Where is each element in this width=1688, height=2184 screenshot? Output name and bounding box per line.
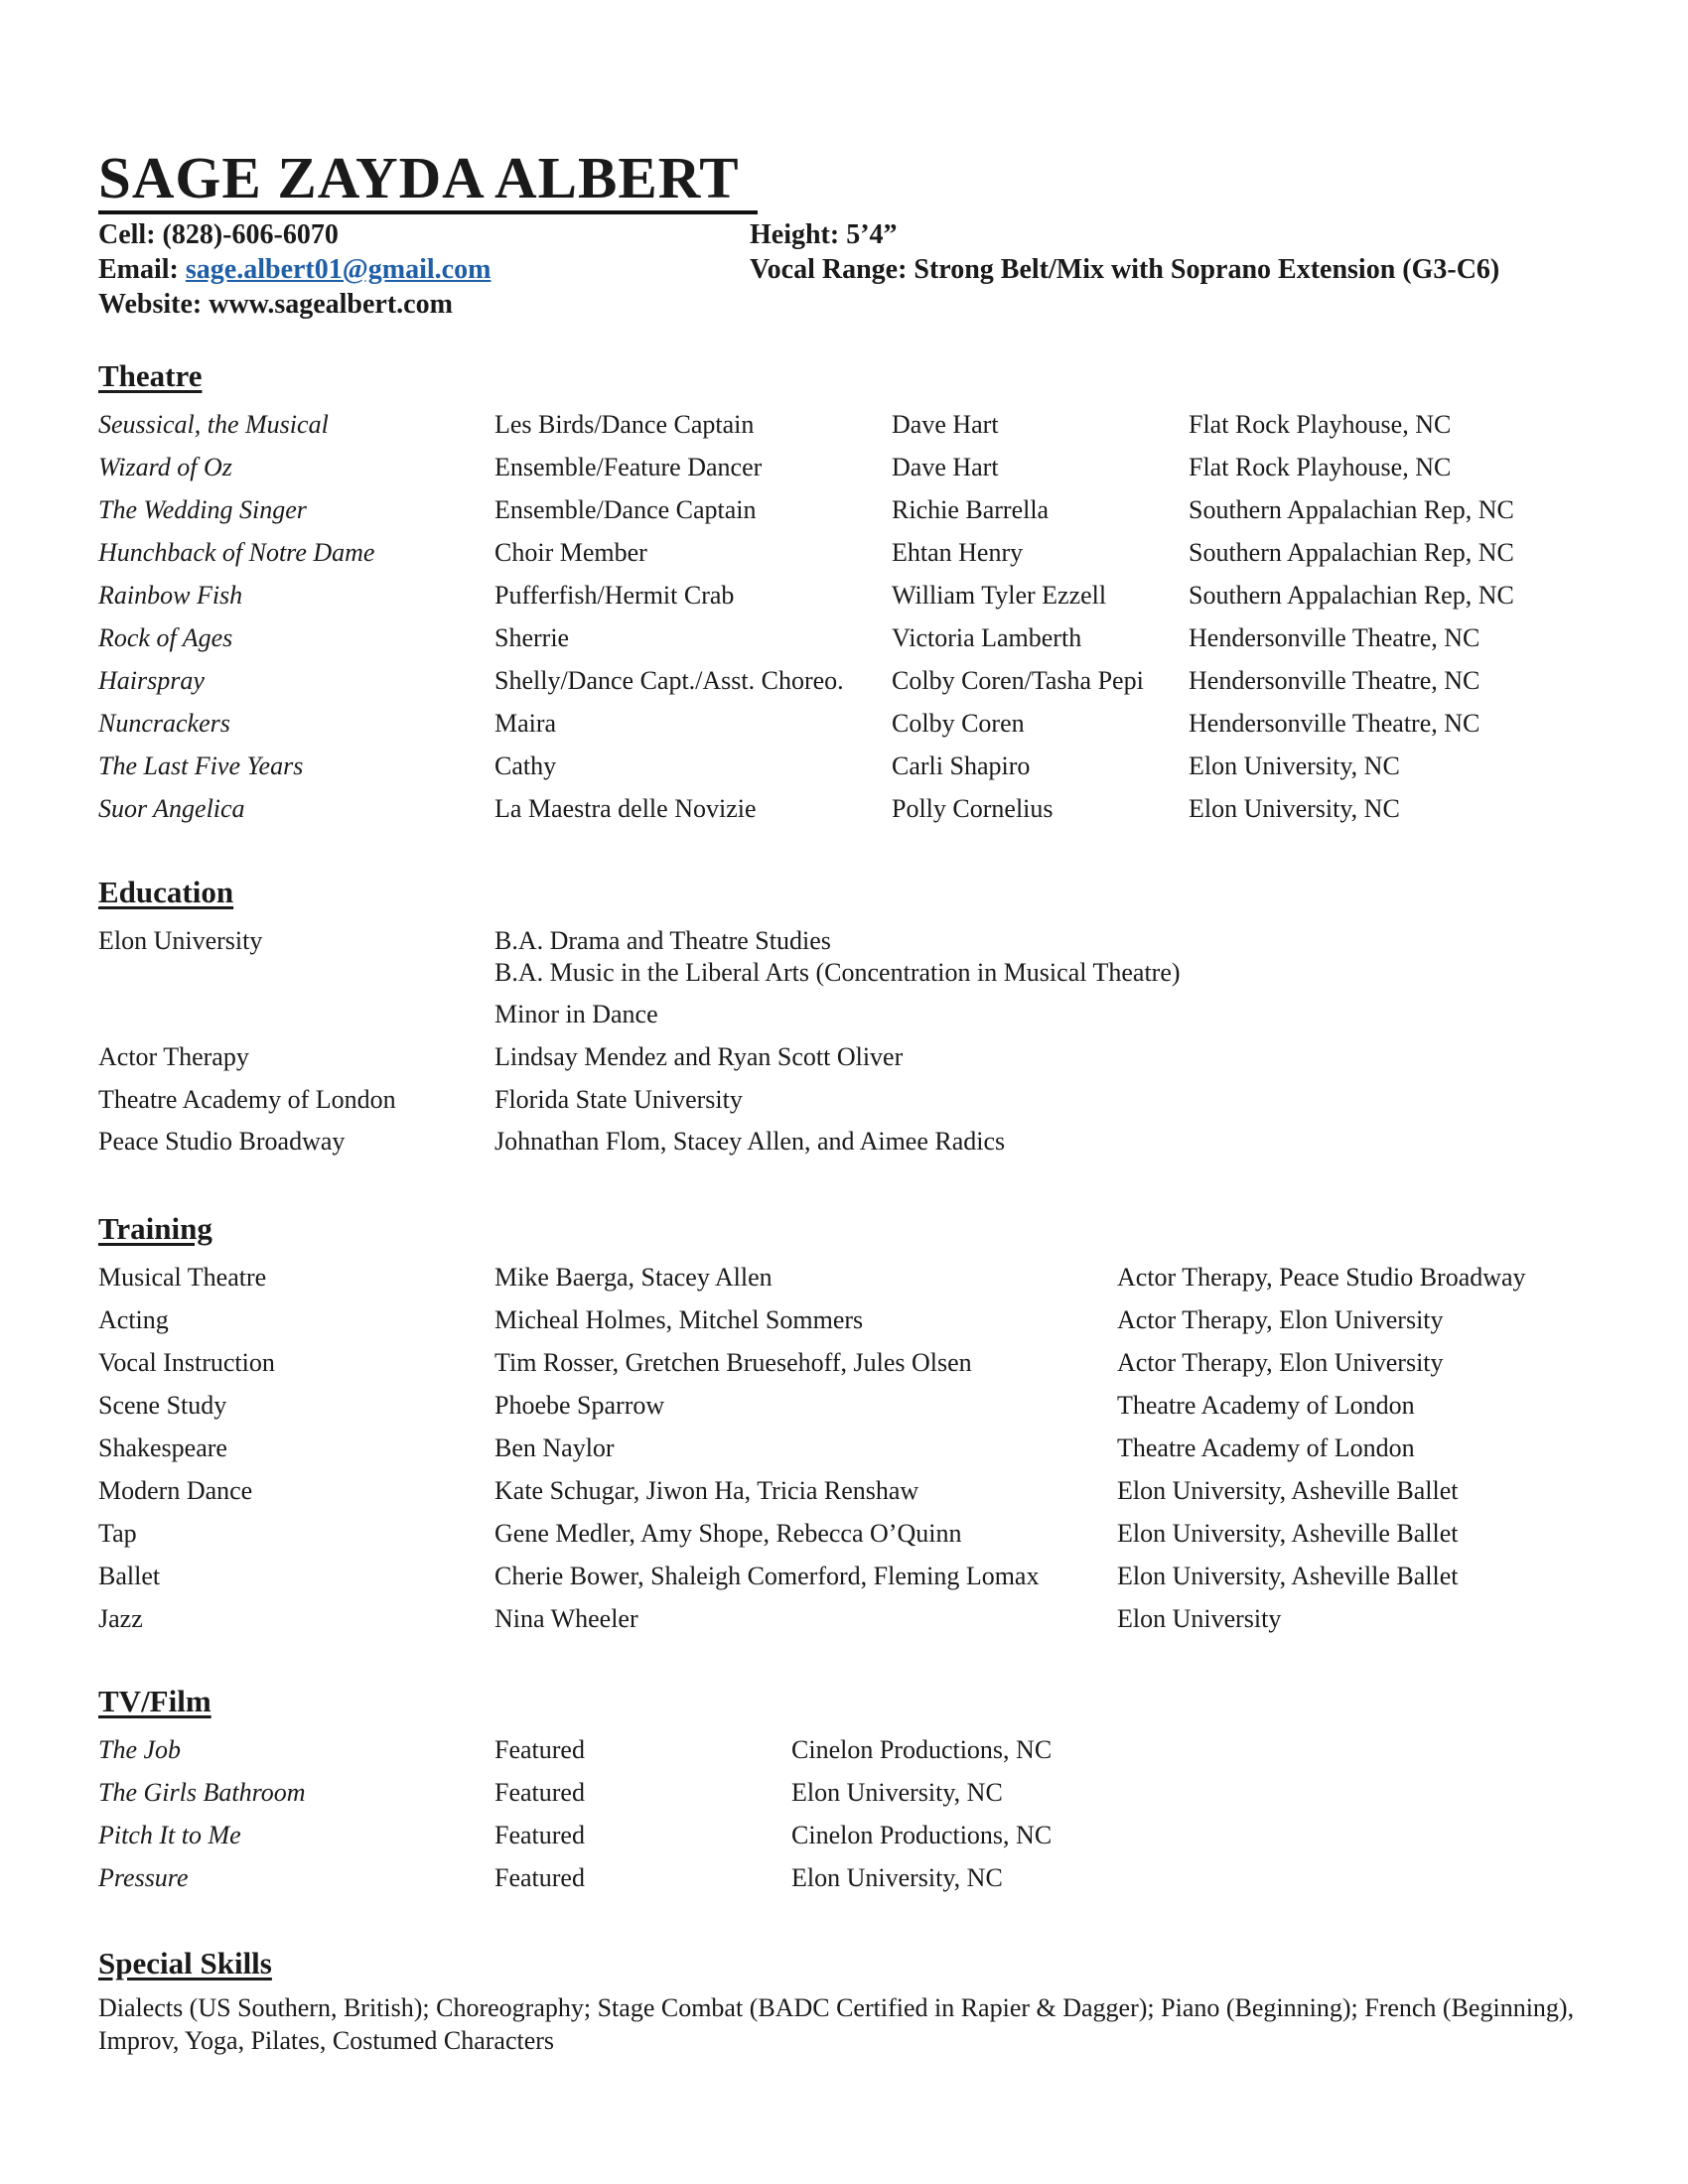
theatre-role: Sherrie: [494, 623, 570, 652]
tvfilm-role: Featured: [494, 1735, 585, 1764]
tvfilm-company: Cinelon Productions, NC: [791, 1821, 1053, 1849]
theatre-director: Ehtan Henry: [892, 538, 1024, 567]
education-school: Theatre Academy of London: [98, 1085, 396, 1114]
tvfilm-company: Elon University, NC: [791, 1863, 1003, 1892]
theatre-director: Colby Coren/Tasha Pepi: [892, 666, 1144, 695]
training-where: Theatre Academy of London: [1117, 1433, 1415, 1462]
training-row: [0, 1598, 1688, 1640]
theatre-row: [0, 703, 1688, 745]
training-teachers: Tim Rosser, Gretchen Bruesehoff, Jules Olsen: [494, 1348, 972, 1377]
education-row: [0, 1079, 1688, 1121]
education-detail: Johnathan Flom, Stacey Allen, and Aimee Radics: [494, 1127, 1006, 1156]
training-skill: Jazz: [98, 1604, 143, 1633]
training-teachers: Micheal Holmes, Mitchel Sommers: [494, 1305, 864, 1334]
theatre-role: Choir Member: [494, 538, 647, 567]
theatre-role: Ensemble/Dance Captain: [494, 495, 757, 524]
theatre-show: The Wedding Singer: [98, 495, 307, 524]
tvfilm-row: [0, 1815, 1688, 1856]
tvfilm-title: Pitch It to Me: [98, 1821, 241, 1849]
theatre-venue: Hendersonville Theatre, NC: [1189, 709, 1480, 738]
tvfilm-row: [0, 1729, 1688, 1771]
theatre-show: Rainbow Fish: [98, 581, 243, 610]
theatre-venue: Flat Rock Playhouse, NC: [1189, 410, 1452, 439]
theatre-show: The Last Five Years: [98, 751, 304, 780]
theatre-role: La Maestra delle Novizie: [494, 794, 757, 823]
training-skill: Musical Theatre: [98, 1263, 267, 1292]
theatre-show: Hairspray: [98, 666, 205, 695]
training-row: [0, 1513, 1688, 1555]
theatre-director: Richie Barrella: [892, 495, 1050, 524]
section-title-special-skills: Special Skills: [98, 1946, 272, 1980]
tvfilm-title: The Girls Bathroom: [98, 1778, 306, 1807]
training-where: Elon University: [1117, 1604, 1282, 1633]
theatre-show: Seussical, the Musical: [98, 410, 329, 439]
tvfilm-title: The Job: [98, 1735, 182, 1764]
training-teachers: Cherie Bower, Shaleigh Comerford, Fleming Lomax: [494, 1562, 1040, 1590]
theatre-director: Victoria Lamberth: [892, 623, 1082, 652]
theatre-role: Pufferfish/Hermit Crab: [494, 581, 735, 610]
theatre-show: Hunchback of Notre Dame: [98, 538, 375, 567]
training-teachers: Ben Naylor: [494, 1433, 615, 1462]
theatre-show: Nuncrackers: [98, 709, 230, 738]
education-detail: Florida State University: [494, 1085, 743, 1114]
theatre-row: [0, 575, 1688, 616]
training-skill: Ballet: [98, 1562, 161, 1590]
theatre-venue: Flat Rock Playhouse, NC: [1189, 453, 1452, 481]
theatre-venue: Elon University, NC: [1189, 794, 1400, 823]
email-label: Email:: [98, 254, 186, 285]
theatre-role: Les Birds/Dance Captain: [494, 410, 755, 439]
education-row: [0, 994, 1688, 1035]
theatre-role: Maira: [494, 709, 557, 738]
section-title-education: Education: [98, 875, 234, 909]
training-row: [0, 1299, 1688, 1341]
theatre-venue: Southern Appalachian Rep, NC: [1189, 495, 1514, 524]
training-teachers: Nina Wheeler: [494, 1604, 638, 1633]
theatre-row: [0, 532, 1688, 574]
education-detail: Lindsay Mendez and Ryan Scott Oliver: [494, 1042, 904, 1071]
website-line: Website: www.sagealbert.com: [98, 289, 453, 320]
email-line: [98, 252, 491, 287]
theatre-role: Shelly/Dance Capt./Asst. Choreo.: [494, 666, 844, 695]
theatre-director: Colby Coren: [892, 709, 1025, 738]
theatre-venue: Hendersonville Theatre, NC: [1189, 623, 1480, 652]
theatre-role: Cathy: [494, 751, 557, 780]
resume-name: SAGE ZAYDA ALBERT: [98, 145, 740, 210]
section-title-tvfilm: TV/Film: [98, 1684, 211, 1718]
theatre-role: Ensemble/Feature Dancer: [494, 453, 763, 481]
theatre-show: Wizard of Oz: [98, 453, 232, 481]
training-where: Actor Therapy, Elon University: [1117, 1348, 1444, 1377]
training-where: Elon University, Asheville Ballet: [1117, 1519, 1459, 1548]
education-school: Actor Therapy: [98, 1042, 249, 1071]
tvfilm-row: [0, 1772, 1688, 1814]
theatre-row: [0, 746, 1688, 787]
education-detail: B.A. Drama and Theatre Studies: [494, 926, 831, 955]
training-where: Actor Therapy, Elon University: [1117, 1305, 1444, 1334]
training-row: [0, 1257, 1688, 1298]
tvfilm-title: Pressure: [98, 1863, 189, 1892]
theatre-venue: Southern Appalachian Rep, NC: [1189, 538, 1514, 567]
training-where: Actor Therapy, Peace Studio Broadway: [1117, 1263, 1526, 1292]
theatre-director: Dave Hart: [892, 453, 999, 481]
name-underline: [98, 210, 758, 214]
education-row: [0, 952, 1688, 994]
education-detail: Minor in Dance: [494, 1000, 658, 1028]
theatre-show: Rock of Ages: [98, 623, 233, 652]
training-teachers: Phoebe Sparrow: [494, 1391, 665, 1420]
theatre-venue: Southern Appalachian Rep, NC: [1189, 581, 1514, 610]
training-skill: Modern Dance: [98, 1476, 253, 1505]
education-school: Peace Studio Broadway: [98, 1127, 346, 1156]
training-teachers: Kate Schugar, Jiwon Ha, Tricia Renshaw: [494, 1476, 919, 1505]
training-row: [0, 1428, 1688, 1469]
theatre-row: [0, 788, 1688, 830]
education-row: [0, 1036, 1688, 1078]
vocal-range-line: Vocal Range: Strong Belt/Mix with Soprano Extension (G3-C6): [750, 254, 1500, 285]
education-school: Elon University: [98, 926, 263, 955]
theatre-show: Suor Angelica: [98, 794, 245, 823]
theatre-director: Dave Hart: [892, 410, 999, 439]
training-row: [0, 1385, 1688, 1427]
special-skills-text: Dialects (US Southern, British); Choreography; Stage Combat (BADC Certified in Rapier & Dagger); Piano (Beginning); French (Beginning), Improv, Yoga, Pilates, Costumed Characters: [98, 1993, 1575, 2055]
training-teachers: Gene Medler, Amy Shope, Rebecca O’Quinn: [494, 1519, 962, 1548]
training-row: [0, 1470, 1688, 1512]
training-where: Theatre Academy of London: [1117, 1391, 1415, 1420]
theatre-venue: Elon University, NC: [1189, 751, 1400, 780]
tvfilm-company: Cinelon Productions, NC: [791, 1735, 1053, 1764]
training-row: [0, 1342, 1688, 1384]
theatre-venue: Hendersonville Theatre, NC: [1189, 666, 1480, 695]
training-skill: Shakespeare: [98, 1433, 227, 1462]
tvfilm-company: Elon University, NC: [791, 1778, 1003, 1807]
education-row: [0, 1121, 1688, 1162]
theatre-row: [0, 617, 1688, 659]
training-teachers: Mike Baerga, Stacey Allen: [494, 1263, 773, 1292]
tvfilm-role: Featured: [494, 1863, 585, 1892]
training-skill: Tap: [98, 1519, 137, 1548]
training-where: Elon University, Asheville Ballet: [1117, 1562, 1459, 1590]
tvfilm-role: Featured: [494, 1778, 585, 1807]
education-detail: B.A. Music in the Liberal Arts (Concentration in Musical Theatre): [494, 958, 1181, 987]
height-line: Height: 5’4”: [750, 219, 898, 250]
training-row: [0, 1556, 1688, 1597]
training-skill: Vocal Instruction: [98, 1348, 275, 1377]
cell-phone: Cell: (828)-606-6070: [98, 219, 339, 250]
theatre-row: [0, 660, 1688, 702]
tvfilm-row: [0, 1857, 1688, 1899]
email-link[interactable]: sage.albert01@gmail.com: [185, 254, 492, 285]
section-title-theatre: Theatre: [98, 358, 203, 393]
theatre-row: [0, 489, 1688, 531]
tvfilm-role: Featured: [494, 1821, 585, 1849]
training-where: Elon University, Asheville Ballet: [1117, 1476, 1459, 1505]
training-skill: Scene Study: [98, 1391, 227, 1420]
section-title-training: Training: [98, 1211, 212, 1246]
theatre-row: [0, 447, 1688, 488]
theatre-director: Carli Shapiro: [892, 751, 1031, 780]
theatre-director: Polly Cornelius: [892, 794, 1054, 823]
training-skill: Acting: [98, 1305, 169, 1334]
theatre-director: William Tyler Ezzell: [892, 581, 1107, 610]
theatre-row: [0, 404, 1688, 446]
